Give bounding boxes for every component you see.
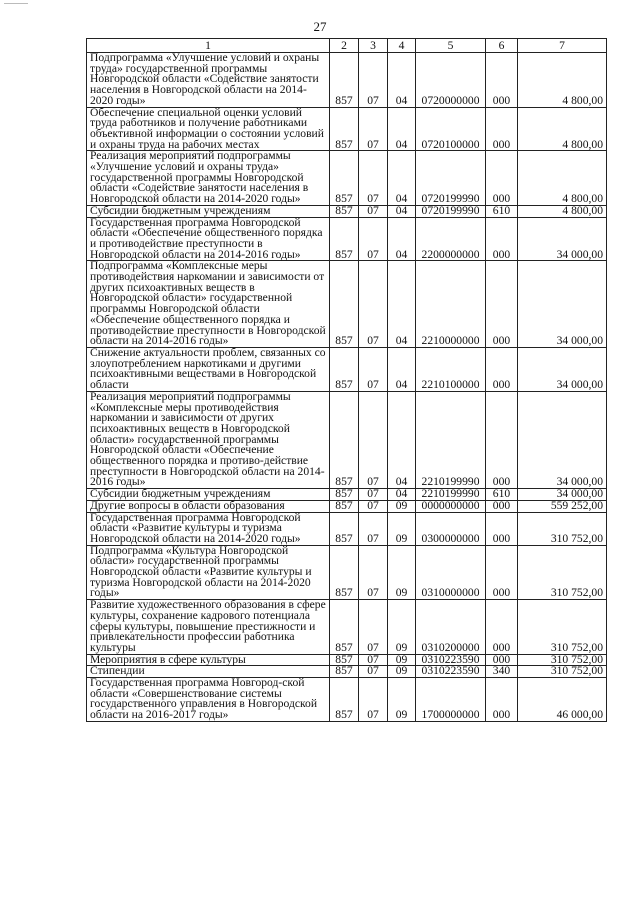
row-description: Развитие художественного образования в сфере культуры, сохранение кадрового потенциала сферы культуры, повышение престижности и привлекательности профессии работника культуры <box>87 600 330 655</box>
row-section-code: 07 <box>359 151 388 206</box>
row-expense-type: 000 <box>486 217 518 261</box>
row-target-article: 1700000000 <box>416 678 486 722</box>
row-ministry-code: 857 <box>330 600 359 655</box>
row-target-article: 2210100000 <box>416 347 486 391</box>
table-row <box>87 545 607 600</box>
row-subsection-code: 09 <box>388 678 416 722</box>
row-expense-type: 000 <box>486 512 518 545</box>
table-row <box>87 600 607 655</box>
row-expense-type: 000 <box>486 391 518 488</box>
row-description: Субсидии бюджетным учреждениям <box>87 205 330 217</box>
row-subsection-code: 09 <box>388 666 416 678</box>
row-subsection-code: 09 <box>388 600 416 655</box>
table-row <box>87 678 607 722</box>
row-description: Государственная программа Новгород-ской области «Совершенствование системы государственного управления в Новгородской области на 2016-2017 годы» <box>87 678 330 722</box>
column-header-1: 1 <box>87 39 330 53</box>
row-amount: 34 000,00 <box>518 261 607 348</box>
row-description: Подпрограмма «Улучшение условий и охраны труда» государственной программы Новгородской области «Содействие занятости населения в Новгородской области на 2014-2020 годы» <box>87 53 330 108</box>
row-expense-type: 000 <box>486 545 518 600</box>
row-target-article: 0310200000 <box>416 600 486 655</box>
row-description: Мероприятия в сфере культуры <box>87 654 330 666</box>
row-subsection-code: 04 <box>388 151 416 206</box>
row-subsection-code: 04 <box>388 107 416 151</box>
row-section-code: 07 <box>359 261 388 348</box>
row-section-code: 07 <box>359 391 388 488</box>
table-row <box>87 512 607 545</box>
page-number: 27 <box>313 19 327 34</box>
row-description: Реализация мероприятий подпрограммы «Комплексные меры противодействия наркомании и зависимости от других психоактивных веществ в Новгородской области» государственной программы Новгородской области «Обеспечение общественного порядка и противо-действие преступности в Новгородской области на 2014-2016 годы» <box>87 391 330 488</box>
row-target-article: 0720100000 <box>416 107 486 151</box>
row-description: Субсидии бюджетным учреждениям <box>87 489 330 501</box>
row-subsection-code: 04 <box>388 261 416 348</box>
row-description: Стипендии <box>87 666 330 678</box>
row-target-article: 2210199990 <box>416 391 486 488</box>
row-ministry-code: 857 <box>330 151 359 206</box>
row-amount: 4 800,00 <box>518 53 607 108</box>
row-amount: 34 000,00 <box>518 347 607 391</box>
row-ministry-code: 857 <box>330 107 359 151</box>
table-row <box>87 217 607 261</box>
row-ministry-code: 857 <box>330 545 359 600</box>
row-description: Другие вопросы в области образования <box>87 500 330 512</box>
row-description: Подпрограмма «Комплексные меры противодействия наркомании и зависимости от других психоактивных веществ в Новгородской области» государственной программы Новгородской области «Обеспечение общественного порядка и противодействие преступности в Новгородской области на 2014-2016 годы» <box>87 261 330 348</box>
row-section-code: 07 <box>359 489 388 501</box>
row-ministry-code: 857 <box>330 489 359 501</box>
row-target-article: 2200000000 <box>416 217 486 261</box>
row-expense-type: 000 <box>486 678 518 722</box>
column-header-2: 2 <box>330 39 359 53</box>
table-row <box>87 391 607 488</box>
column-header-7: 7 <box>518 39 607 53</box>
row-description: Обеспечение специальной оценки условий труда работников и получение работниками объективной информации о состоянии условий и охраны труда на рабочих местах <box>87 107 330 151</box>
row-section-code: 07 <box>359 205 388 217</box>
row-target-article: 0310000000 <box>416 545 486 600</box>
row-section-code: 07 <box>359 53 388 108</box>
table-body <box>87 53 607 722</box>
row-target-article: 0310223590 <box>416 666 486 678</box>
row-subsection-code: 04 <box>388 489 416 501</box>
row-description: Подпрограмма «Культура Новгородской области» государственной программы Новгородской области «Развитие культуры и туризма Новгородской области на 2014-2020 годы» <box>87 545 330 600</box>
row-expense-type: 000 <box>486 151 518 206</box>
row-amount: 4 800,00 <box>518 205 607 217</box>
row-amount: 559 252,00 <box>518 500 607 512</box>
row-expense-type: 000 <box>486 261 518 348</box>
table-row <box>87 151 607 206</box>
row-subsection-code: 04 <box>388 205 416 217</box>
row-ministry-code: 857 <box>330 678 359 722</box>
row-section-code: 07 <box>359 600 388 655</box>
table-row <box>87 347 607 391</box>
table-row <box>87 53 607 108</box>
row-ministry-code: 857 <box>330 391 359 488</box>
row-ministry-code: 857 <box>330 261 359 348</box>
row-subsection-code: 04 <box>388 53 416 108</box>
row-amount: 4 800,00 <box>518 151 607 206</box>
row-section-code: 07 <box>359 512 388 545</box>
row-target-article: 0000000000 <box>416 500 486 512</box>
row-amount: 46 000,00 <box>518 678 607 722</box>
row-subsection-code: 09 <box>388 500 416 512</box>
row-expense-type: 610 <box>486 205 518 217</box>
budget-table <box>86 38 607 722</box>
row-expense-type: 000 <box>486 347 518 391</box>
row-subsection-code: 04 <box>388 347 416 391</box>
row-amount: 310 752,00 <box>518 666 607 678</box>
row-expense-type: 000 <box>486 654 518 666</box>
row-description: Снижение актуальности проблем, связанных со злоупотреблением наркотиками и другими психоактивными веществами в Новгородской области <box>87 347 330 391</box>
row-subsection-code: 04 <box>388 217 416 261</box>
row-expense-type: 000 <box>486 107 518 151</box>
row-ministry-code: 857 <box>330 205 359 217</box>
row-amount: 310 752,00 <box>518 654 607 666</box>
row-ministry-code: 857 <box>330 53 359 108</box>
row-expense-type: 610 <box>486 489 518 501</box>
column-header-4: 4 <box>388 39 416 53</box>
row-expense-type: 000 <box>486 500 518 512</box>
row-subsection-code: 04 <box>388 391 416 488</box>
row-target-article: 0720199990 <box>416 205 486 217</box>
row-ministry-code: 857 <box>330 512 359 545</box>
row-expense-type: 000 <box>486 53 518 108</box>
row-ministry-code: 857 <box>330 347 359 391</box>
row-section-code: 07 <box>359 545 388 600</box>
row-target-article: 2210000000 <box>416 261 486 348</box>
row-ministry-code: 857 <box>330 666 359 678</box>
row-target-article: 0310223590 <box>416 654 486 666</box>
row-amount: 310 752,00 <box>518 600 607 655</box>
row-amount: 34 000,00 <box>518 489 607 501</box>
row-amount: 310 752,00 <box>518 545 607 600</box>
row-expense-type: 340 <box>486 666 518 678</box>
row-section-code: 07 <box>359 500 388 512</box>
row-section-code: 07 <box>359 347 388 391</box>
row-section-code: 07 <box>359 217 388 261</box>
row-target-article: 0300000000 <box>416 512 486 545</box>
scan-artifact <box>4 3 28 4</box>
row-target-article: 2210199990 <box>416 489 486 501</box>
row-expense-type: 000 <box>486 600 518 655</box>
row-section-code: 07 <box>359 666 388 678</box>
table-row <box>87 107 607 151</box>
row-ministry-code: 857 <box>330 217 359 261</box>
column-header-5: 5 <box>416 39 486 53</box>
row-amount: 310 752,00 <box>518 512 607 545</box>
row-target-article: 0720199990 <box>416 151 486 206</box>
column-header-6: 6 <box>486 39 518 53</box>
column-header-3: 3 <box>359 39 388 53</box>
row-amount: 34 000,00 <box>518 217 607 261</box>
row-subsection-code: 09 <box>388 512 416 545</box>
row-amount: 4 800,00 <box>518 107 607 151</box>
row-ministry-code: 857 <box>330 654 359 666</box>
row-section-code: 07 <box>359 654 388 666</box>
row-ministry-code: 857 <box>330 500 359 512</box>
row-section-code: 07 <box>359 107 388 151</box>
row-amount: 34 000,00 <box>518 391 607 488</box>
row-description: Государственная программа Новгородской области «Обеспечение общественного порядка и противодействие преступности в Новгородской области на 2014-2016 годы» <box>87 217 330 261</box>
row-description: Реализация мероприятий подпрограммы «Улучшение условий и охраны труда» государственной программы Новгородской области «Содействие занятости населения в Новгородской области на 2014-2020 годы» <box>87 151 330 206</box>
row-subsection-code: 09 <box>388 545 416 600</box>
row-section-code: 07 <box>359 678 388 722</box>
table-row <box>87 261 607 348</box>
row-target-article: 0720000000 <box>416 53 486 108</box>
row-subsection-code: 09 <box>388 654 416 666</box>
row-description: Государственная программа Новгородской области «Развитие культуры и туризма Новгородской области на 2014-2020 годы» <box>87 512 330 545</box>
